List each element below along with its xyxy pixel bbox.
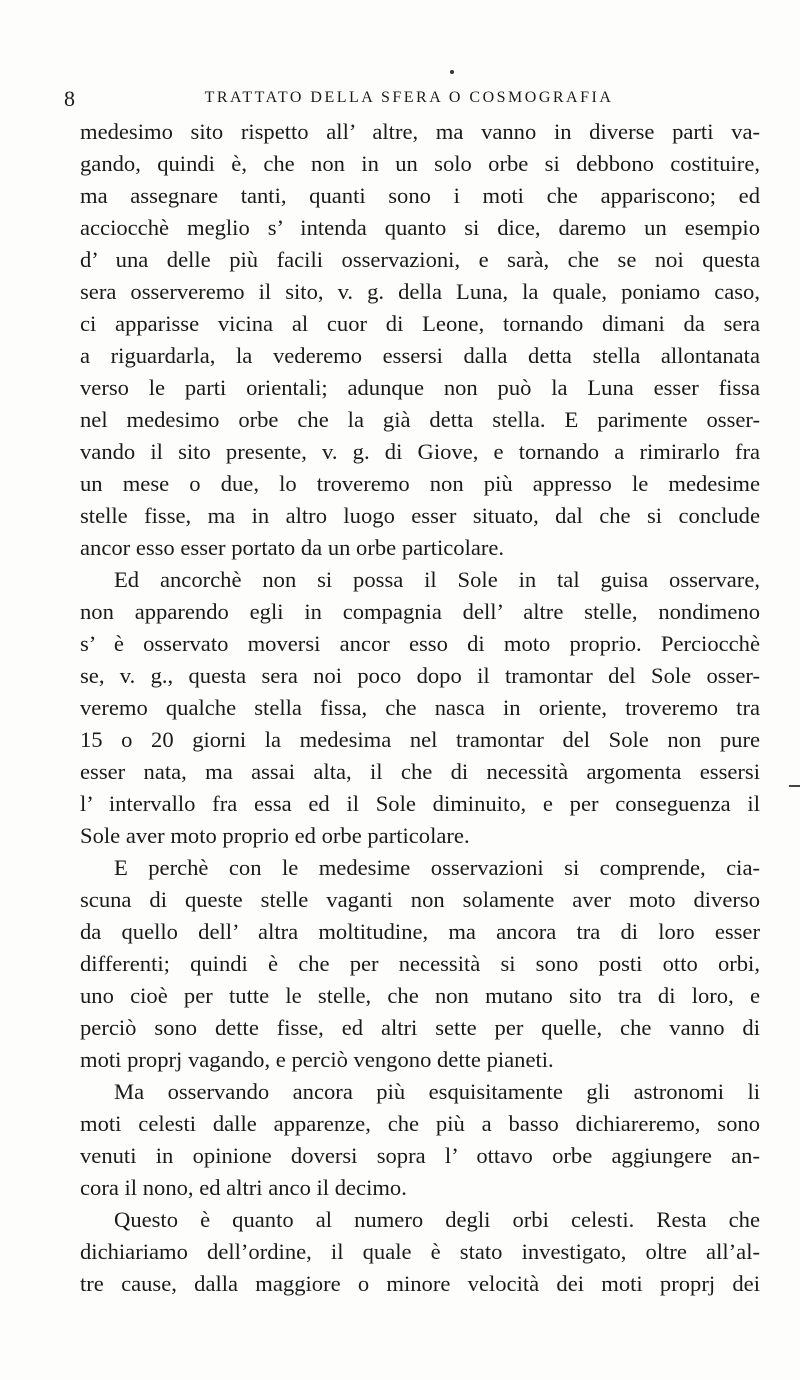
text-line: moti celesti dalle apparenze, che più a basso dichiareremo, sono bbox=[80, 1111, 760, 1136]
text-line: cora il nono, ed altri anco il decimo. bbox=[80, 1175, 407, 1200]
text-line: Ma osservando ancora più esquisitamente gli astronomi li bbox=[114, 1079, 760, 1104]
text-line: ci apparisse vicina al cuor di Leone, tornando dimani da sera bbox=[80, 311, 760, 336]
text-line: verso le parti orientali; adunque non può la Luna esser fissa bbox=[80, 375, 760, 400]
running-head: TRATTATO DELLA SFERA O COSMOGRAFIA bbox=[204, 89, 614, 106]
text-line: s’ è osservato moversi ancor esso di moto proprio. Perciocchè bbox=[80, 631, 760, 656]
text-line: tre cause, dalla maggiore o minore velocità dei moti proprj dei bbox=[80, 1271, 760, 1296]
text-line: vando il sito presente, v. g. di Giove, e tornando a rimirarlo fra bbox=[80, 439, 760, 464]
text-line: non apparendo egli in compagnia dell’ altre stelle, nondimeno bbox=[80, 599, 760, 624]
text-line: venuti in opinione doversi sopra l’ ottavo orbe aggiungere an- bbox=[80, 1143, 760, 1168]
text-line: ma assegnare tanti, quanti sono i moti che appariscono; ed bbox=[80, 183, 760, 208]
text-line: 15 o 20 giorni la medesima nel tramontar del Sole non pure bbox=[80, 727, 760, 752]
text-line: acciocchè meglio s’ intenda quanto si dice, daremo un esempio bbox=[80, 215, 760, 240]
text-line: sera osserveremo il sito, v. g. della Luna, la quale, poniamo caso, bbox=[80, 279, 760, 304]
text-line: se, v. g., questa sera noi poco dopo il tramontar del Sole osser- bbox=[80, 663, 760, 688]
text-line: medesimo sito rispetto all’ altre, ma vanno in diverse parti va- bbox=[80, 119, 760, 144]
text-line: moti proprj vagando, e perciò vengono dette pianeti. bbox=[80, 1047, 554, 1072]
text-line: Ed ancorchè non si possa il Sole in tal guisa osservare, bbox=[114, 567, 760, 592]
text-line: ancor esso esser portato da un orbe particolare. bbox=[80, 535, 505, 560]
margin-mark bbox=[789, 785, 800, 787]
text-line: un mese o due, lo troveremo non più appresso le medesime bbox=[80, 471, 760, 496]
text-line: gando, quindi è, che non in un solo orbe si debbono costituire, bbox=[80, 151, 760, 176]
text-line: scuna di queste stelle vaganti non solamente aver moto diverso bbox=[80, 887, 760, 912]
text-line: da quello dell’ altra moltitudine, ma ancora tra di loro esser bbox=[80, 919, 760, 944]
page-header bbox=[64, 86, 754, 116]
text-line: perciò sono dette fisse, ed altri sette per quelle, che vanno di bbox=[80, 1015, 760, 1040]
text-line: d’ una delle più facili osservazioni, e sarà, che se noi questa bbox=[80, 247, 760, 272]
page-number: 8 bbox=[64, 86, 75, 111]
text-line: Questo è quanto al numero degli orbi celesti. Resta che bbox=[114, 1207, 760, 1232]
text-line: l’ intervallo fra essa ed il Sole diminuito, e per conseguenza il bbox=[80, 791, 760, 816]
text-line: dichiariamo dell’ordine, il quale è stato investigato, oltre all’al- bbox=[80, 1239, 760, 1264]
text-line: E perchè con le medesime osservazioni si comprende, cia- bbox=[114, 855, 760, 880]
text-line: uno cioè per tutte le stelle, che non mutano sito tra di loro, e bbox=[80, 983, 760, 1008]
text-line: esser nata, ma assai alta, il che di necessità argomenta essersi bbox=[80, 759, 760, 784]
print-speck bbox=[450, 70, 454, 74]
text-line: a riguardarla, la vederemo essersi dalla detta stella allontanata bbox=[80, 343, 760, 368]
text-line: Sole aver moto proprio ed orbe particolare. bbox=[80, 823, 470, 848]
text-line: nel medesimo orbe che la già detta stella. E parimente osser- bbox=[80, 407, 760, 432]
body-text bbox=[80, 116, 760, 1300]
text-line: veremo qualche stella fissa, che nasca in oriente, troveremo tra bbox=[80, 695, 760, 720]
text-line: stelle fisse, ma in altro luogo esser situato, dal che si conclude bbox=[80, 503, 760, 528]
text-line: differenti; quindi è che per necessità si sono posti otto orbi, bbox=[80, 951, 760, 976]
